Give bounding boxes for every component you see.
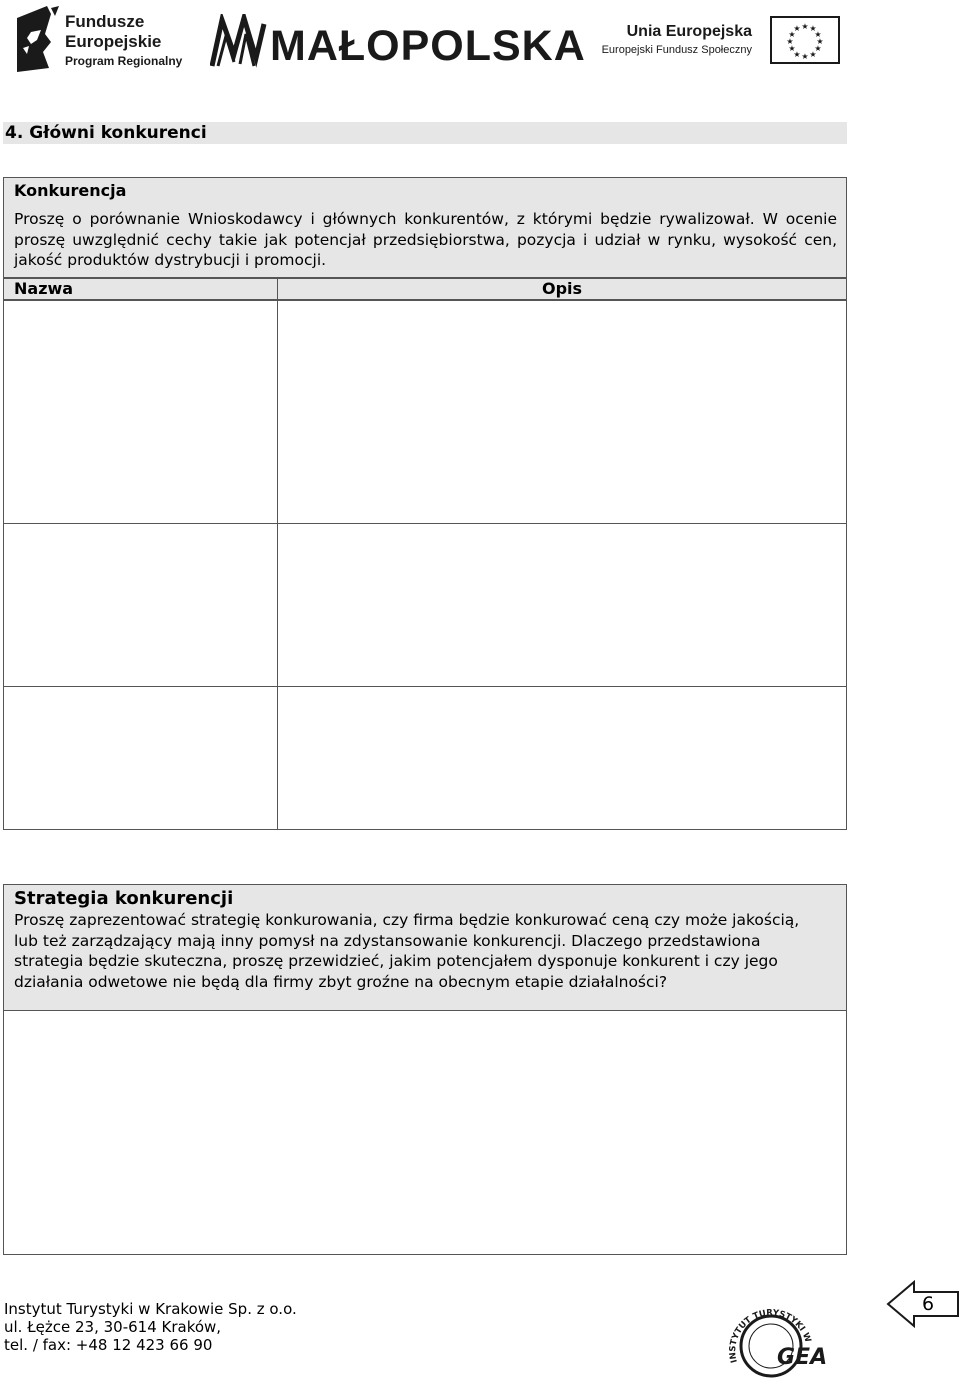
- svg-text:★: ★: [814, 44, 822, 53]
- ue-logo-line1: Unia Europejska: [626, 23, 752, 40]
- svg-text:★: ★: [788, 30, 796, 39]
- unia-europejska-logo: [600, 14, 840, 69]
- malopolska-logo-text: MAŁOPOLSKA: [270, 22, 586, 70]
- footer-address: [4, 1300, 297, 1354]
- fundusze-europejskie-logo: [15, 4, 185, 74]
- strategia-title: Strategia konkurencji: [14, 888, 234, 909]
- svg-text:★: ★: [809, 50, 817, 59]
- ue-logo-line2: Europejski Fundusz Społeczny: [601, 44, 752, 56]
- fe-logo-line1: Fundusze: [65, 12, 145, 31]
- malopolska-logo: [210, 14, 586, 70]
- svg-text:★: ★: [809, 24, 817, 33]
- fe-logo-line2: Europejskie: [65, 32, 162, 51]
- svg-text:★: ★: [786, 37, 794, 46]
- section-heading: 4. Główni konkurenci: [3, 122, 847, 144]
- strategia-header-box: [3, 884, 847, 1011]
- seal-text: INSTYTUT TURYSTYKI W: [728, 1308, 813, 1364]
- svg-text:★: ★: [816, 37, 824, 46]
- malopolska-mark-icon: [210, 14, 268, 70]
- seal-brand: GEA: [777, 1345, 828, 1370]
- svg-text:★: ★: [801, 22, 809, 31]
- footer-address-line3: tel. / fax: +48 12 423 66 90: [4, 1336, 213, 1354]
- competitor-description-cell-3[interactable]: [277, 686, 847, 830]
- column-header-nazwa: Nazwa: [3, 278, 278, 300]
- svg-text:★: ★: [793, 50, 801, 59]
- svg-text:★: ★: [788, 44, 796, 53]
- competitor-description-cell-1[interactable]: [277, 300, 847, 524]
- competitor-name-cell-2[interactable]: [3, 523, 278, 687]
- strategia-answer-area[interactable]: [3, 1010, 847, 1255]
- footer-address-line1: Instytut Turystyki w Krakowie Sp. z o.o.: [4, 1300, 297, 1318]
- competitor-name-cell-1[interactable]: [3, 300, 278, 524]
- competitor-description-cell-2[interactable]: [277, 523, 847, 687]
- fe-star-icon: [15, 4, 63, 74]
- svg-text:★: ★: [814, 30, 822, 39]
- svg-text:★: ★: [793, 24, 801, 33]
- fe-logo-line3: Program Regionalny: [65, 54, 183, 68]
- strategia-description: Proszę zaprezentować strategię konkurowania, czy firma będzie konkurować ceną czy może jakością, lub też zarządzający mają inny pomysł na zdystansowanie konkurencji. Dlaczego przedstawiona strategia będzie skuteczna, proszę przewidzieć, jakim potencjałem dysponuje konkurent i czy jego działania odwetowe nie będą dla firmy zbyt groźne na obecnym etapie działalności?: [14, 911, 800, 991]
- eu-flag-icon: [770, 16, 840, 64]
- konkurencja-description: Proszę o porównanie Wnioskodawcy i głównych konkurentów, z którymi będzie rywalizował. W ocenie proszę uwzględnić cechy takie jak potencjał przedsiębiorstwa, pozycja i udział w rynku, wysokość cen, jakość produktów dystrybucji i promocji.: [14, 210, 837, 269]
- svg-text:★: ★: [801, 52, 809, 61]
- konkurencja-header-box: [3, 177, 847, 278]
- instytut-turystyki-seal: [725, 1300, 835, 1386]
- page-number: 6: [921, 1293, 935, 1315]
- competitor-name-cell-3[interactable]: [3, 686, 278, 830]
- konkurencja-title: Konkurencja: [14, 181, 127, 200]
- footer-address-line2: ul. Łężce 23, 30-614 Kraków,: [4, 1318, 222, 1336]
- column-header-opis: Opis: [277, 278, 847, 300]
